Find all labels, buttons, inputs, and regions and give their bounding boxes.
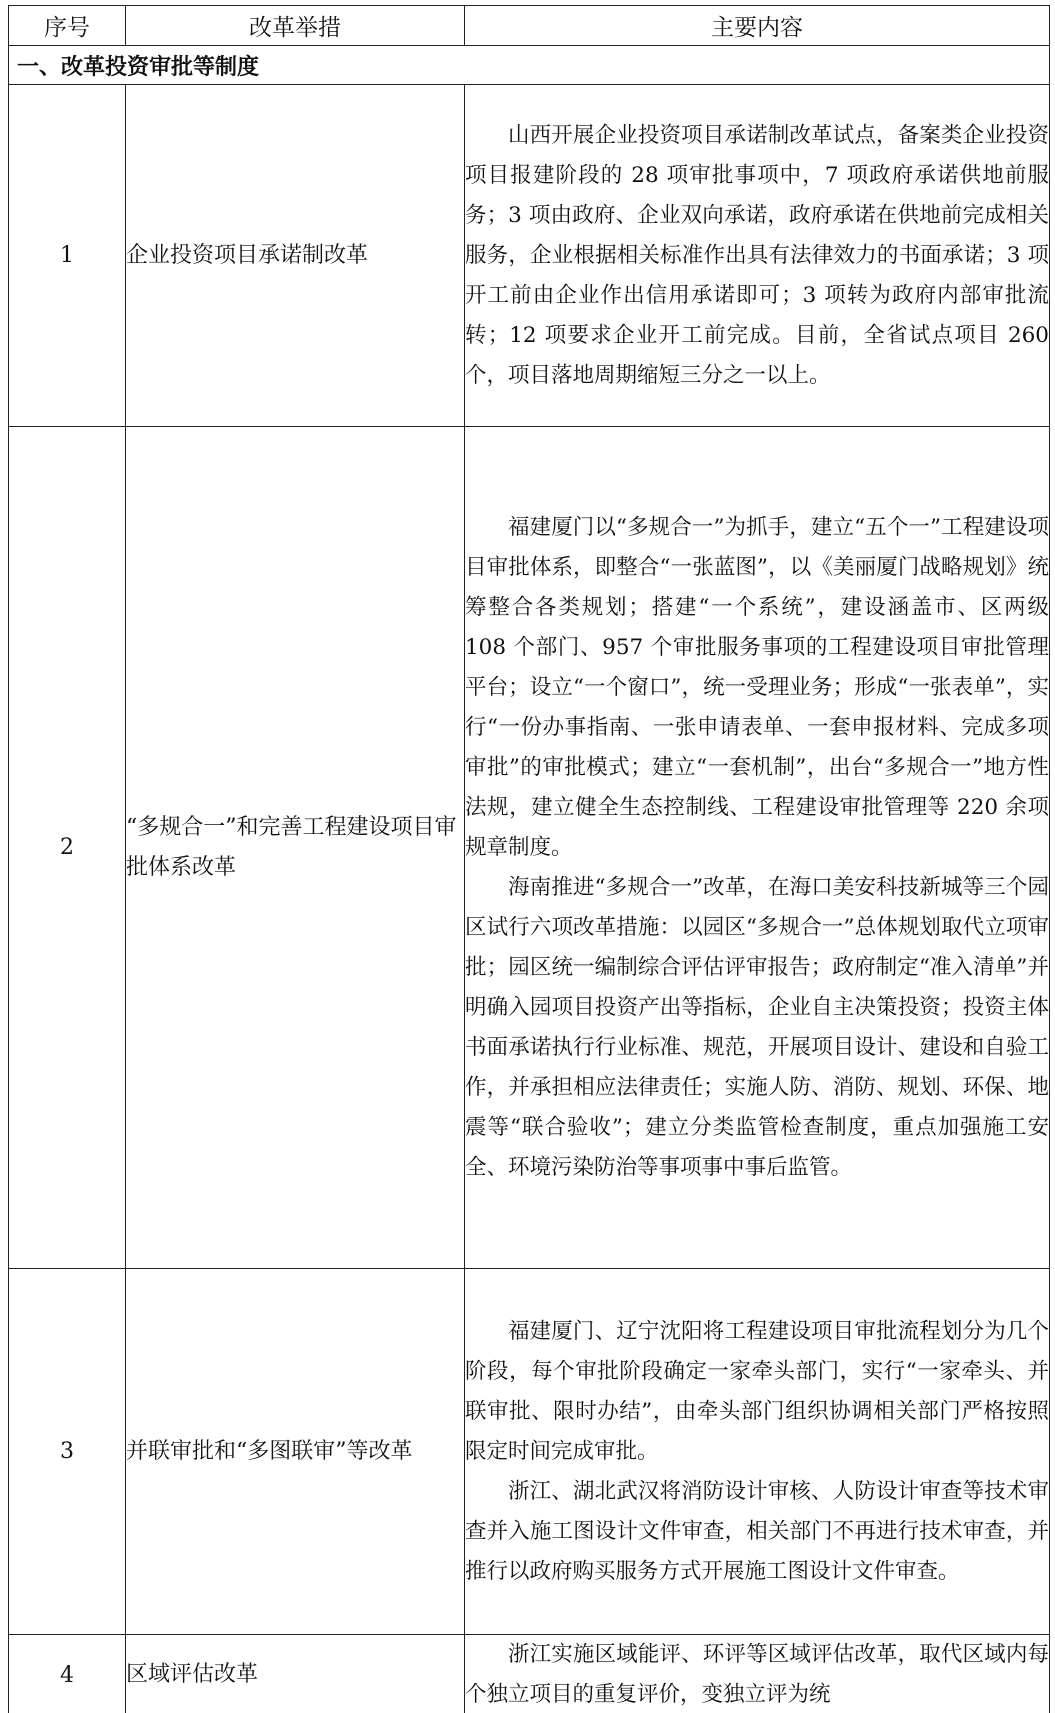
content-paragraph: 福建厦门、辽宁沈阳将工程建设项目审批流程划分为几个阶段，每个审批阶段确定一家牵头部门，实行“一家牵头、并联审批、限时办结”，由牵头部门组织协调相关部门严格按照限定时间完成审批。 [465,1318,1049,1464]
content-paragraph: 福建厦门以“多规合一”为抓手，建立“五个一”工程建设项目审批体系，即整合“一张蓝图”，以《美丽厦门战略规划》统筹整合各类规划；搭建“一个系统”，建设涵盖市、区两级 108 个部门、957 个审批服务事项的工程建设项目审批管理平台；设立“一个窗口”，统一受理业务；形成“一张表单”，实行“一份办事指南、一张申请表单、一套申报材料、完成多项审批”的审批模式；建立“一套机制”，出台“多规合一”地方性法规，建立健全生态控制线、工程建设审批管理等 220 余项规章制度。 [465,514,1049,860]
content-paragraph: 山西开展企业投资项目承诺制改革试点，备案类企业投资项目报建阶段的 28 项审批事项中，7 项政府承诺供地前服务；3 项由政府、企业双向承诺，政府承诺在供地前完成相关服务，企业根据相关标准作出具有法律效力的书面承诺；3 项开工前由企业作出信用承诺即可；3 项转为政府内部审批流转；12 项要求企业开工前完成。目前，全省试点项目 260 个，项目落地周期缩短三分之一以上。 [465,122,1049,388]
header-measure: 改革举措 [126,6,465,46]
row-content [465,1269,1050,1635]
row-measure: 并联审批和“多图联审”等改革 [126,1269,465,1635]
header-content: 主要内容 [465,6,1050,46]
content-paragraph: 浙江、湖北武汉将消防设计审核、人防设计审查等技术审查并入施工图设计文件审查，相关部门不再进行技术审查，并推行以政府购买服务方式开展施工图设计文件审查。 [465,1478,1049,1584]
row-number: 3 [9,1269,126,1635]
row-measure: 企业投资项目承诺制改革 [126,85,465,427]
section-title: 一、改革投资审批等制度 [9,46,1050,85]
row-measure: “多规合一”和完善工程建设项目审批体系改革 [126,427,465,1269]
content-paragraph: 浙江实施区域能评、环评等区域评估改革，取代区域内每个独立项目的重复评价，变独立评为统 [465,1642,1049,1707]
row-number: 2 [9,427,126,1269]
reform-table [8,5,1050,1713]
row-content [465,85,1050,427]
table-row [9,427,1050,1269]
section-row [9,46,1050,85]
table-row [9,1635,1050,1713]
row-number: 4 [9,1635,126,1713]
content-paragraph: 海南推进“多规合一”改革，在海口美安科技新城等三个园区试行六项改革措施：以园区“多规合一”总体规划取代立项审批；园区统一编制综合评估评审报告；政府制定“准入清单”并明确入园项目投资产出等指标，企业自主决策投资；投资主体书面承诺执行行业标准、规范，开展项目设计、建设和自验工作，并承担相应法律责任；实施人防、消防、规划、环保、地震等“联合验收”；建立分类监管检查制度，重点加强施工安全、环境污染防治等事项事中事后监管。 [465,874,1049,1180]
table-header-row [9,6,1050,46]
row-content [465,427,1050,1269]
header-no: 序号 [9,6,126,46]
row-content [465,1635,1050,1713]
table-row [9,1269,1050,1635]
row-measure: 区域评估改革 [126,1635,465,1713]
table-row [9,85,1050,427]
row-number: 1 [9,85,126,427]
